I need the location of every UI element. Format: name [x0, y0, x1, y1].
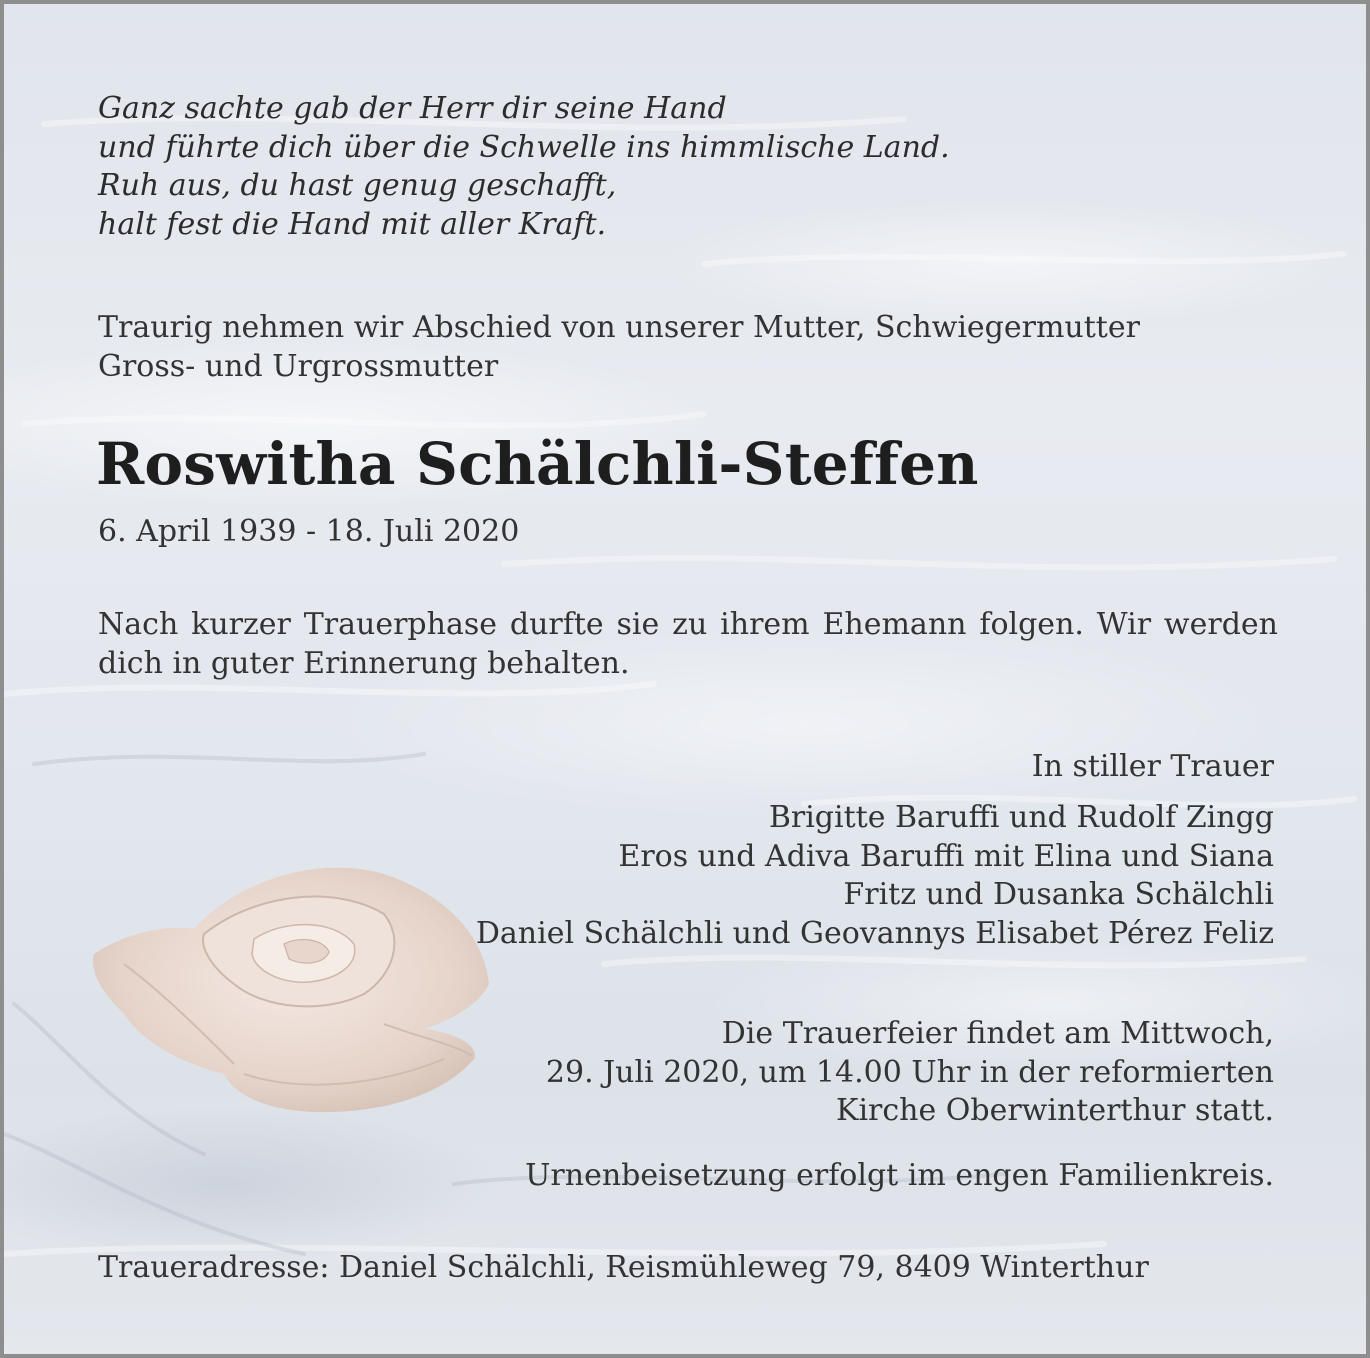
- rose-image: [84, 844, 504, 1124]
- ceremony-line: Kirche Oberwinterthur statt.: [836, 1093, 1274, 1128]
- intro-line: Gross- und Urgrossmutter: [98, 349, 499, 384]
- intro-text: [98, 308, 1140, 386]
- mourner-entry: Eros und Adiva Baruffi mit Elina und Siana: [618, 838, 1274, 874]
- poem-verse: [98, 90, 950, 244]
- ceremony-line: 29. Juli 2020, um 14.00 Uhr in der reformierten: [545, 1054, 1274, 1090]
- ceremony-info: [546, 1015, 1274, 1131]
- life-dates: 6. April 1939 - 18. Juli 2020: [98, 514, 520, 549]
- mourning-heading: In stiller Trauer: [1031, 749, 1274, 784]
- mourners-list: [476, 799, 1274, 953]
- urn-notice: Urnenbeisetzung erfolgt im engen Familienkreis.: [525, 1158, 1274, 1193]
- mourner-entry: Brigitte Baruffi und Rudolf Zingg: [768, 800, 1274, 835]
- poem-line: Ganz sachte gab der Herr dir seine Hand: [98, 91, 727, 126]
- mourner-entry: Daniel Schälchli und Geovannys Elisabet Pérez Feliz: [475, 915, 1274, 951]
- mourning-address: Traueradresse: Daniel Schälchli, Reismühleweg 79, 8409 Winterthur: [98, 1250, 1149, 1285]
- deceased-name: Roswitha Schälchli-Steffen: [96, 430, 979, 498]
- poem-line: und führte dich über die Schwelle ins himmlische Land.: [98, 129, 950, 165]
- poem-line: halt fest die Hand mit aller Kraft.: [98, 206, 607, 242]
- poem-line: Ruh aus, du hast genug geschafft,: [98, 168, 617, 203]
- ceremony-line: Die Trauerfeier findet am Mittwoch,: [721, 1016, 1274, 1051]
- mourner-entry: Fritz und Dusanka Schälchli: [843, 877, 1274, 912]
- farewell-message: Nach kurzer Trauerphase durfte sie zu ihrem Ehemann folgen. Wir werden dich in guter Erinnerung behalten.: [98, 607, 1278, 681]
- intro-line: Traurig nehmen wir Abschied von unserer Mutter, Schwiegermutter: [98, 310, 1140, 345]
